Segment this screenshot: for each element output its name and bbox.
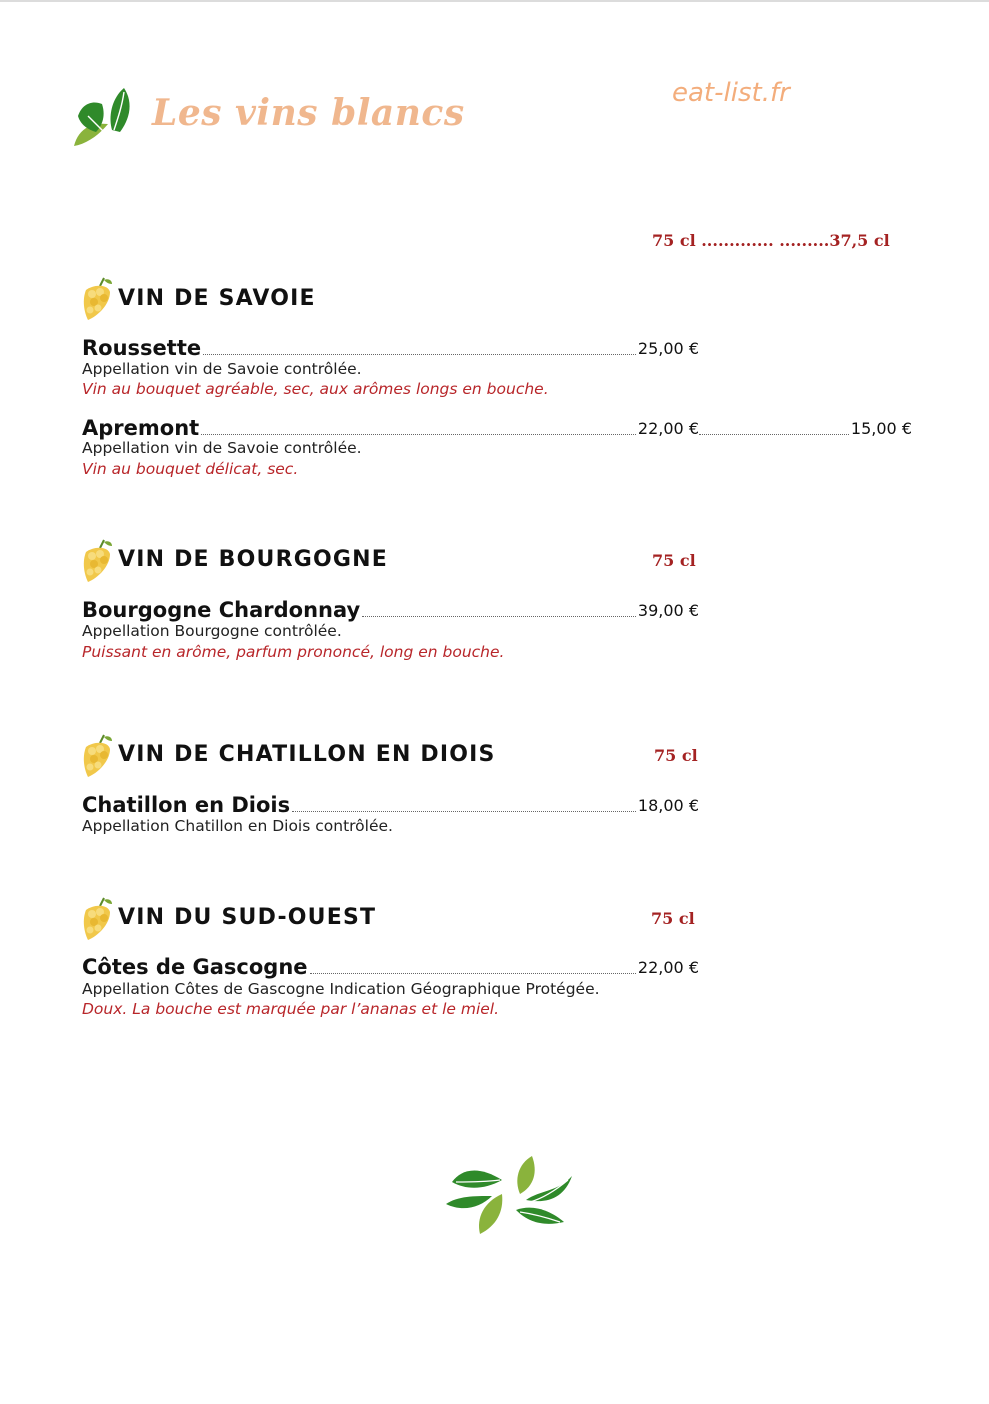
wine-half-bottle-price-row — [699, 414, 912, 440]
wine-name: Bourgogne Chardonnay — [82, 598, 361, 622]
wine-name: Roussette — [82, 336, 202, 360]
grape-icon — [80, 896, 114, 942]
wine-appellation: Appellation vin de Savoie contrôlée. — [82, 439, 362, 457]
section-title-bourgogne: VIN DE BOURGOGNE — [118, 547, 388, 572]
wine-appellation: Appellation vin de Savoie contrôlée. — [82, 360, 362, 378]
wine-price: 18,00 € — [637, 796, 699, 815]
site-watermark: eat-list.fr — [672, 78, 790, 108]
wine-tasting-note: Puissant en arôme, parfum prononcé, long en bouche. — [82, 643, 505, 661]
wine-tasting-note: Doux. La bouche est marquée par l’ananas et le miel. — [82, 1000, 500, 1018]
wine-row-roussette — [82, 334, 699, 360]
wine-price: 39,00 € — [637, 601, 699, 620]
wine-appellation: Appellation Côtes de Gascogne Indication Géographique Protégée. — [82, 980, 600, 998]
wine-appellation: Appellation Bourgogne contrôlée. — [82, 622, 342, 640]
wine-row-apremont — [82, 414, 699, 440]
wine-tasting-note: Vin au bouquet agréable, sec, aux arômes longs en bouche. — [82, 380, 549, 398]
section-size-label: 75 cl — [654, 746, 698, 765]
leaves-icon — [444, 1154, 576, 1238]
wine-row-chatillon-en-diois — [82, 791, 699, 817]
wine-price: 22,00 € — [637, 958, 699, 977]
dotted-leader — [292, 810, 636, 812]
wine-row-cotes-de-gascogne — [82, 953, 699, 979]
section-title-chatillon: VIN DE CHATILLON EN DIOIS — [118, 742, 496, 767]
dotted-leader — [310, 972, 636, 974]
dotted-leader — [203, 353, 636, 355]
dotted-leader — [201, 433, 636, 435]
wine-price: 22,00 € — [637, 419, 699, 438]
size-column-header: 75 cl ............. .........37,5 cl — [652, 231, 890, 250]
page-title: Les vins blancs — [152, 92, 465, 134]
wine-tasting-note: Vin au bouquet délicat, sec. — [82, 460, 299, 478]
wine-name: Côtes de Gascogne — [82, 955, 308, 979]
dotted-leader — [699, 433, 849, 435]
dotted-leader — [362, 615, 636, 617]
leaf-logo-icon — [68, 86, 136, 148]
top-rule — [0, 0, 989, 2]
wine-price: 25,00 € — [637, 339, 699, 358]
grape-icon — [80, 538, 114, 584]
wine-name: Apremont — [82, 416, 200, 440]
wine-price-half: 15,00 € — [850, 419, 912, 438]
wine-row-bourgogne-chardonnay — [82, 596, 699, 622]
section-size-label: 75 cl — [652, 551, 696, 570]
section-title-savoie: VIN DE SAVOIE — [118, 286, 316, 311]
wine-appellation: Appellation Chatillon en Diois contrôlée. — [82, 817, 393, 835]
section-title-sud-ouest: VIN DU SUD-OUEST — [118, 905, 377, 930]
wine-name: Chatillon en Diois — [82, 793, 291, 817]
section-size-label: 75 cl — [651, 909, 695, 928]
grape-icon — [80, 276, 114, 322]
grape-icon — [80, 733, 114, 779]
